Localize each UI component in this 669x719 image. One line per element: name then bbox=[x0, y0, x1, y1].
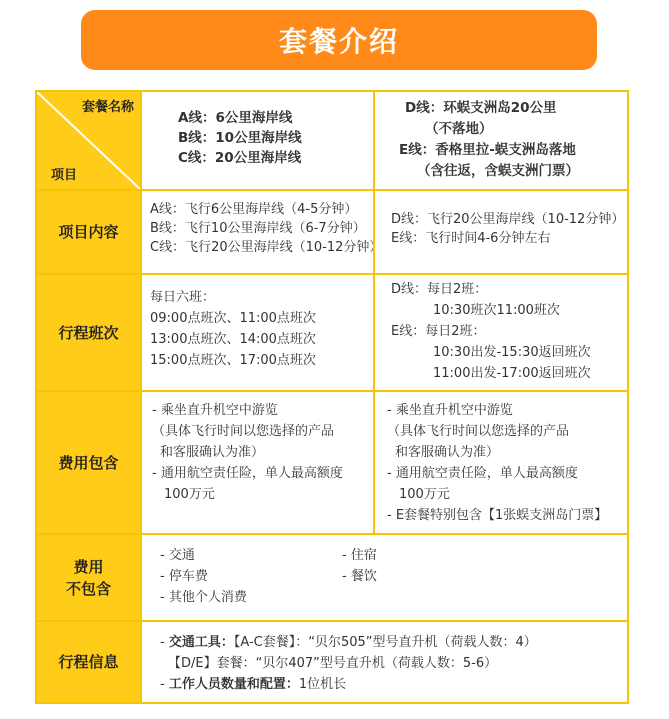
included-note: （具体飞行时间以您选择的产品 bbox=[152, 424, 335, 439]
included-note-2: 和客服确认为准） bbox=[395, 445, 500, 460]
excluded-parking: - 停车费 bbox=[160, 569, 208, 584]
line-c: C线：20公里海岸线 bbox=[178, 150, 302, 166]
corner-header-cell bbox=[37, 92, 140, 189]
trip-staff-value: 1位机长 bbox=[298, 677, 347, 692]
trip-line-aircraft-ac: - 交通工具：【A-C套餐】：“贝尔505”型号直升机（荷载人数：4） bbox=[160, 635, 537, 650]
page-title-banner bbox=[81, 10, 597, 70]
content-c: C线：飞行20公里海岸线（10-12分钟） bbox=[150, 240, 383, 255]
schedule-e-time-2: 11:00出发-17:00返回班次 bbox=[433, 366, 591, 381]
schedule-e: E线：每日2班： bbox=[391, 324, 486, 339]
included-note-2: 和客服确认为准） bbox=[160, 445, 265, 460]
row-label-schedule: 行程班次 bbox=[37, 275, 140, 390]
included-right-cell bbox=[373, 392, 627, 533]
corner-label-package-name: 套餐名称 bbox=[81, 100, 134, 115]
header-row bbox=[37, 92, 627, 189]
excluded-personal: - 其他个人消费 bbox=[160, 590, 247, 605]
row-label-excluded bbox=[37, 535, 140, 620]
trip-line-staff: - 工作人员数量和配置：1位机长 bbox=[160, 677, 347, 692]
content-d: D线：飞行20公里海岸线（10-12分钟） bbox=[391, 212, 625, 227]
line-d: D线：环蜈支洲岛20公里 bbox=[405, 100, 557, 116]
schedule-left-cell bbox=[140, 275, 373, 390]
excluded-transport: - 交通 bbox=[160, 548, 195, 563]
trip-staff-heading: 工作人员数量和配置： bbox=[168, 677, 299, 692]
schedule-d: D线：每日2班： bbox=[391, 282, 488, 297]
excluded-lodging: - 住宿 bbox=[342, 548, 377, 563]
row-included bbox=[37, 390, 627, 533]
header-right-cell bbox=[373, 92, 627, 189]
row-content bbox=[37, 189, 627, 273]
trip-line-aircraft-de: 【D/E】套餐：“贝尔407”型号直升机（荷载人数：5-6） bbox=[168, 656, 498, 671]
included-insurance: - 通用航空责任险，单人最高额度 bbox=[152, 466, 343, 481]
content-right-cell bbox=[373, 191, 627, 273]
row-excluded bbox=[37, 533, 627, 620]
schedule-right-cell bbox=[373, 275, 627, 390]
row-label-included: 费用包含 bbox=[37, 392, 140, 533]
included-e-ticket: - E套餐特别包含【1张蜈支洲岛门票】 bbox=[387, 508, 608, 523]
excluded-right-list bbox=[342, 545, 377, 587]
row-label-excluded-line-1: 费用 bbox=[73, 557, 104, 576]
included-insurance-amount: 100万元 bbox=[399, 487, 450, 502]
content-e: E线：飞行时间4-6分钟左右 bbox=[391, 231, 551, 246]
corner-label-item: 项目 bbox=[51, 168, 78, 183]
header-left-cell bbox=[140, 92, 373, 189]
line-a: A线：6公里海岸线 bbox=[178, 110, 293, 126]
schedule-d-times: 10:30班次11:00班次 bbox=[433, 303, 560, 318]
line-e-note: （含往返，含蜈支洲门票） bbox=[417, 163, 579, 179]
included-left-cell bbox=[140, 392, 373, 533]
included-note: （具体飞行时间以您选择的产品 bbox=[387, 424, 570, 439]
schedule-slot-3: 15:00点班次、17:00点班次 bbox=[150, 353, 316, 368]
schedule-e-time-1: 10:30出发-15:30返回班次 bbox=[433, 345, 591, 360]
line-e: E线：香格里拉-蜈支洲岛落地 bbox=[399, 142, 576, 158]
schedule-slot-1: 09:00点班次、11:00点班次 bbox=[150, 311, 316, 326]
included-item: - 乘坐直升机空中游览 bbox=[152, 403, 278, 418]
included-item: - 乘坐直升机空中游览 bbox=[387, 403, 513, 418]
excluded-left-list bbox=[160, 545, 247, 608]
row-label-excluded-line-2: 不包含 bbox=[65, 579, 111, 598]
included-insurance-amount: 100万元 bbox=[164, 487, 215, 502]
content-a: A线：飞行6公里海岸线（4-5分钟） bbox=[150, 202, 358, 217]
included-insurance: - 通用航空责任险，单人最高额度 bbox=[387, 466, 578, 481]
line-b: B线：10公里海岸线 bbox=[178, 130, 302, 146]
package-table bbox=[35, 90, 629, 704]
trip-aircraft-ac: 【A-C套餐】：“贝尔505”型号直升机（荷载人数：4） bbox=[233, 635, 537, 650]
excluded-meals: - 餐饮 bbox=[342, 569, 377, 584]
row-label-content: 项目内容 bbox=[37, 191, 140, 273]
row-schedule bbox=[37, 273, 627, 390]
row-trip-info bbox=[37, 620, 627, 702]
page-title: 套餐介绍 bbox=[278, 25, 399, 58]
schedule-slot-2: 13:00点班次、14:00点班次 bbox=[150, 332, 316, 347]
content-b: B线：飞行10公里海岸线（6-7分钟） bbox=[150, 221, 366, 236]
row-label-trip-info: 行程信息 bbox=[37, 622, 140, 702]
trip-aircraft-heading: 交通工具： bbox=[168, 635, 234, 650]
trip-info-cell bbox=[140, 622, 627, 702]
content-left-cell bbox=[140, 191, 383, 273]
schedule-daily: 每日六班： bbox=[150, 290, 216, 305]
excluded-cell bbox=[140, 535, 627, 620]
line-d-note: （不落地） bbox=[425, 121, 493, 137]
